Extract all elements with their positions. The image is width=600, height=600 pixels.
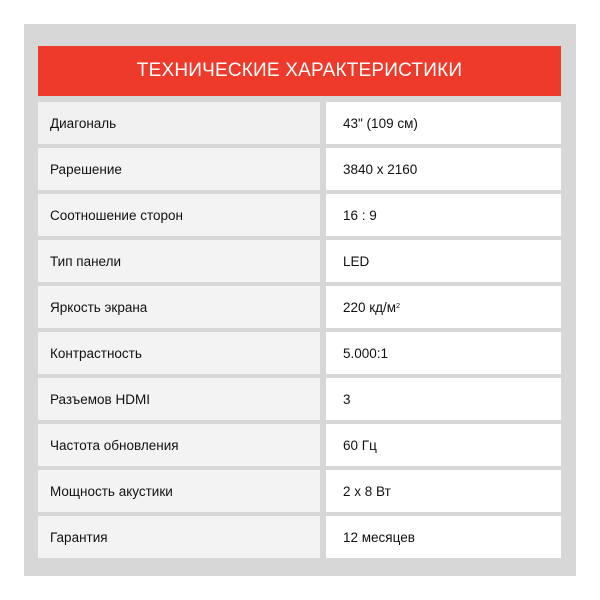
spec-row [38,148,561,190]
spec-value-text: 220 кд/м [343,299,397,315]
spec-label: Рарешение [38,148,320,190]
spec-value: 3 [326,378,561,420]
spec-label: Контрастность [38,332,320,374]
spec-label: Разъемов HDMI [38,378,320,420]
spec-value: 16 : 9 [326,194,561,236]
spec-row [38,516,561,558]
spec-row [38,194,561,236]
spec-value: 2 х 8 Вт [326,470,561,512]
spec-value: 5.000:1 [326,332,561,374]
spec-row [38,240,561,282]
spec-value: 3840 x 2160 [326,148,561,190]
spec-value: 43" (109 см) [326,102,561,144]
spec-label: Диагональ [38,102,320,144]
spec-value: 60 Гц [326,424,561,466]
spec-card [24,24,576,576]
spec-label: Соотношение сторон [38,194,320,236]
spec-label: Гарантия [38,516,320,558]
spec-row [38,102,561,144]
spec-row [38,378,561,420]
spec-row [38,332,561,374]
spec-value: 12 месяцев [326,516,561,558]
spec-label: Частота обновления [38,424,320,466]
spec-label: Мощность акустики [38,470,320,512]
spec-title: ТЕХНИЧЕСКИЕ ХАРАКТЕРИСТИКИ [136,60,463,81]
spec-value: LED [326,240,561,282]
spec-row [38,470,561,512]
spec-row [38,286,561,328]
spec-label: Тип панели [38,240,320,282]
spec-label: Яркость экрана [38,286,320,328]
spec-value: 220 кд/м 2 [326,286,561,328]
spec-row [38,424,561,466]
spec-header [38,46,561,96]
